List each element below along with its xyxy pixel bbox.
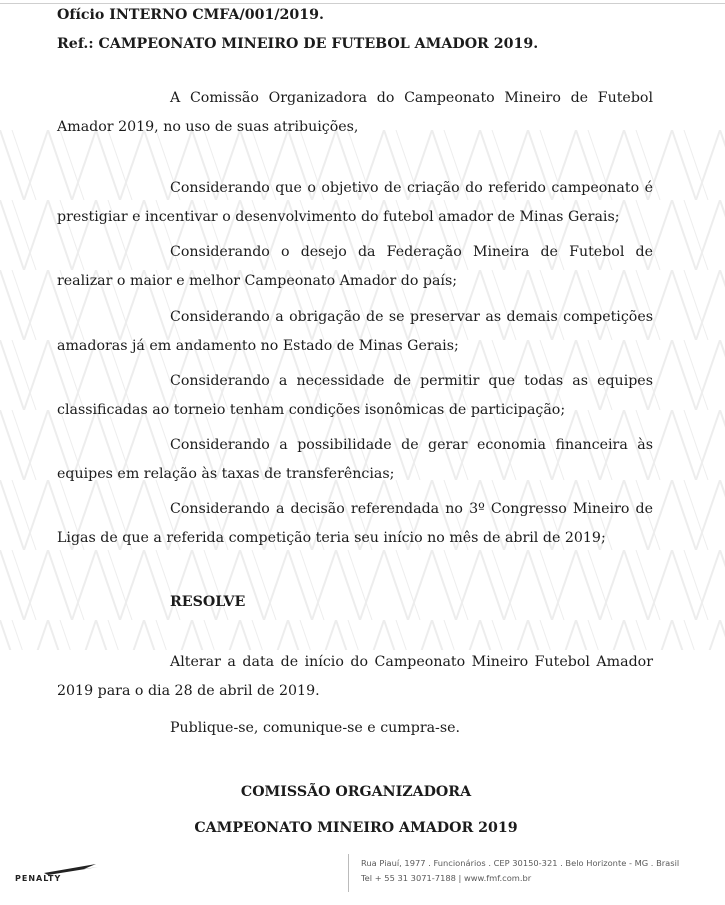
reference-line: Ref.: CAMPEONATO MINEIRO DE FUTEBOL AMADOR 2019. [57, 36, 539, 52]
decision-paragraph: Alterar a data de início do Campeonato Mineiro Futebol Amador 2019 para o dia 28 de abril de 2019. [57, 654, 653, 699]
closing-line: Publique-se, comunique-se e cumpra-se. [170, 720, 461, 736]
considerando-2: Considerando o desejo da Federação Mineira de Futebol de realizar o maior e melhor Campeonato Amador do país; [57, 244, 653, 289]
signature-commission: COMISSÃO ORGANIZADORA [240, 784, 472, 800]
top-border [0, 3, 725, 4]
signature-championship: CAMPEONATO MINEIRO AMADOR 2019 [194, 820, 518, 836]
resolve-heading: RESOLVE [170, 594, 246, 610]
considerando-4: Considerando a necessidade de permitir que todas as equipes classificadas ao torneio tenham condições isonômicas de participação; [57, 373, 653, 418]
footer-divider [348, 854, 349, 892]
intro-paragraph: A Comissão Organizadora do Campeonato Mineiro de Futebol Amador 2019, no uso de suas atribuições, [57, 90, 653, 135]
considerando-3: Considerando a obrigação de se preservar as demais competições amadoras já em andamento no Estado de Minas Gerais; [57, 309, 653, 354]
page-footer [0, 850, 725, 905]
considerando-5: Considerando a possibilidade de gerar economia financeira às equipes em relação às taxas de transferências; [57, 437, 653, 482]
oficio-number: Ofício INTERNO CMFA/001/2019. [57, 7, 324, 23]
logo-text: PENALTY [15, 874, 62, 883]
penalty-logo [14, 863, 104, 889]
footer-contact: Tel + 55 31 3071-7188 | www.fmf.com.br [361, 873, 532, 883]
footer-address: Rua Piauí, 1977 . Funcionários . CEP 30150-321 . Belo Horizonte - MG . Brasil [361, 858, 680, 868]
considerando-6: Considerando a decisão referendada no 3º Congresso Mineiro de Ligas de que a referida competição teria seu início no mês de abril de 2019; [57, 501, 653, 546]
considerando-1: Considerando que o objetivo de criação do referido campeonato é prestigiar e incentivar o desenvolvimento do futebol amador de Minas Gerais; [57, 180, 653, 225]
